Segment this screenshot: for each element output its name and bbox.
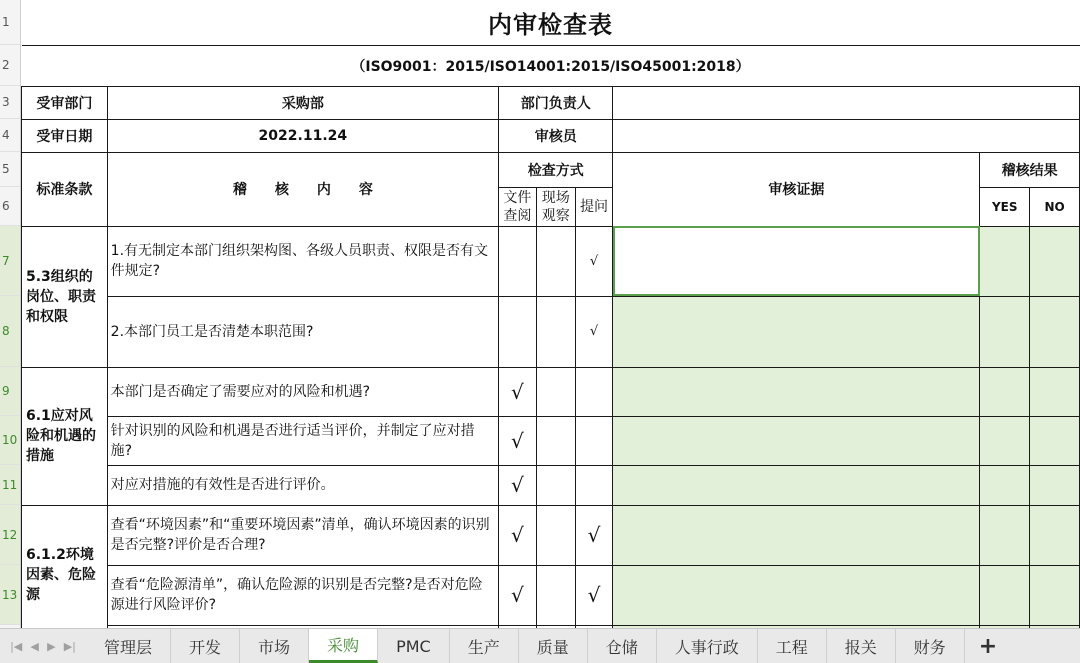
sheet-tab-customs[interactable]: 报关 <box>827 629 896 663</box>
method-doc-header[interactable]: 文件查阅 <box>499 187 537 226</box>
auditor-value-cell[interactable] <box>613 119 1080 152</box>
yes-cell[interactable] <box>980 565 1030 625</box>
table-row <box>22 296 1080 367</box>
ask-check-cell[interactable]: √ <box>575 226 613 296</box>
clause-cell[interactable]: 6.1.2环境因素、危险源 <box>22 505 108 628</box>
obs-check-cell[interactable] <box>536 367 575 416</box>
row-header-column <box>0 0 21 628</box>
ask-check-cell[interactable]: √ <box>575 565 613 625</box>
row-number[interactable]: 6 <box>0 187 20 226</box>
obs-check-cell[interactable] <box>536 296 575 367</box>
evidence-cell[interactable] <box>613 565 980 625</box>
ask-check-cell[interactable] <box>575 416 613 465</box>
table-row <box>22 465 1080 505</box>
no-cell[interactable] <box>1030 296 1080 367</box>
doc-check-cell[interactable]: √ <box>499 465 537 505</box>
doc-check-cell[interactable] <box>499 226 537 296</box>
content-cell[interactable]: 查看“环境因素”和“重要环境因素”清单，确认环境因素的识别是否完整?评价是否合理? <box>107 505 498 565</box>
ask-check-cell[interactable]: √ <box>575 296 613 367</box>
sheet-tab-development[interactable]: 开发 <box>171 629 240 663</box>
clause-cell[interactable]: 5.3组织的岗位、职责和权限 <box>22 226 108 367</box>
date-label[interactable]: 受审日期 <box>22 119 108 152</box>
no-cell[interactable] <box>1030 226 1080 296</box>
last-sheet-icon[interactable]: ▶| <box>63 639 76 653</box>
standard-subtitle[interactable]: （ISO9001：2015/ISO14001:2015/ISO45001:2018） <box>22 45 1080 86</box>
row-number[interactable]: 3 <box>0 86 20 119</box>
doc-check-cell[interactable]: √ <box>499 416 537 465</box>
ask-check-cell[interactable] <box>575 367 613 416</box>
row-number[interactable]: 8 <box>0 296 20 367</box>
content-cell[interactable]: 针对识别的风险和机遇是否进行适当评价，并制定了应对措施? <box>107 416 498 465</box>
doc-check-cell[interactable]: √ <box>499 565 537 625</box>
row-number[interactable]: 11 <box>0 465 20 505</box>
clause-header[interactable]: 标准条款 <box>22 152 108 226</box>
audit-checklist-table <box>21 0 1080 628</box>
sheet-tab-management[interactable]: 管理层 <box>86 629 171 663</box>
yes-cell[interactable] <box>980 367 1030 416</box>
method-ask-header[interactable]: 提问 <box>575 187 613 226</box>
page-title[interactable]: 内审检查表 <box>488 10 613 39</box>
dept-label[interactable]: 受审部门 <box>22 86 108 119</box>
no-cell[interactable] <box>1030 465 1080 505</box>
ask-check-cell[interactable] <box>575 465 613 505</box>
row-number[interactable]: 2 <box>0 45 20 86</box>
sheet-tab-purchasing[interactable]: 采购 <box>309 629 378 663</box>
manager-value-cell[interactable] <box>613 86 1080 119</box>
doc-check-cell[interactable] <box>499 296 537 367</box>
table-row <box>22 416 1080 465</box>
sheet-tab-market[interactable]: 市场 <box>240 629 309 663</box>
table-row <box>22 226 1080 296</box>
row-number[interactable]: 4 <box>0 119 20 152</box>
obs-check-cell[interactable] <box>536 416 575 465</box>
content-cell[interactable]: 2.本部门员工是否清楚本职范围? <box>107 296 498 367</box>
row-number[interactable]: 5 <box>0 152 20 187</box>
obs-check-cell[interactable] <box>536 226 575 296</box>
row-number[interactable]: 12 <box>0 505 20 565</box>
dept-value[interactable]: 采购部 <box>107 86 498 119</box>
doc-check-cell[interactable]: √ <box>499 505 537 565</box>
table-row <box>22 565 1080 625</box>
sheet-tab-hr-admin[interactable]: 人事行政 <box>657 629 758 663</box>
date-value[interactable]: 2022.11.24 <box>107 119 498 152</box>
content-cell[interactable]: 对应对措施的有效性是否进行评价。 <box>107 465 498 505</box>
no-cell[interactable] <box>1030 505 1080 565</box>
evidence-cell[interactable] <box>613 416 980 465</box>
clause-cell[interactable]: 6.1应对风险和机遇的措施 <box>22 367 108 505</box>
table-row <box>22 367 1080 416</box>
row-number[interactable]: 1 <box>0 0 20 45</box>
evidence-cell-active[interactable] <box>613 226 980 296</box>
no-cell[interactable] <box>1030 565 1080 625</box>
no-cell[interactable] <box>1030 416 1080 465</box>
sheet-tab-bar <box>0 628 1080 663</box>
yes-cell[interactable] <box>980 505 1030 565</box>
evidence-cell[interactable] <box>613 367 980 416</box>
no-cell[interactable] <box>1030 367 1080 416</box>
evidence-cell[interactable] <box>613 465 980 505</box>
row-number[interactable]: 9 <box>0 367 20 416</box>
content-cell[interactable]: 本部门是否确定了需要应对的风险和机遇? <box>107 367 498 416</box>
method-header[interactable]: 检查方式 <box>499 152 613 187</box>
next-sheet-icon[interactable]: ▶ <box>47 639 56 653</box>
evidence-cell[interactable] <box>613 296 980 367</box>
row-number[interactable]: 10 <box>0 416 20 465</box>
table-row <box>22 505 1080 565</box>
sheet-tab-finance[interactable]: 财务 <box>896 629 965 663</box>
yes-cell[interactable] <box>980 226 1030 296</box>
evidence-cell[interactable] <box>613 505 980 565</box>
manager-label[interactable]: 部门负责人 <box>499 86 613 119</box>
auditor-label[interactable]: 审核员 <box>499 119 613 152</box>
content-header[interactable]: 稽 核 内 容 <box>107 152 498 226</box>
yes-cell[interactable] <box>980 465 1030 505</box>
prev-sheet-icon[interactable]: ◀ <box>30 639 39 653</box>
content-cell[interactable]: 查看“危险源清单”，确认危险源的识别是否完整?是否对危险源进行风险评价? <box>107 565 498 625</box>
yes-cell[interactable] <box>980 296 1030 367</box>
first-sheet-icon[interactable]: |◀ <box>10 639 23 653</box>
add-sheet-button[interactable]: + <box>978 633 998 659</box>
result-header[interactable]: 稽核结果 <box>980 152 1080 187</box>
ask-check-cell[interactable]: √ <box>575 505 613 565</box>
tab-scroll-controls <box>0 629 86 663</box>
sheet-tab-warehouse[interactable]: 仓储 <box>588 629 657 663</box>
row-number[interactable]: 13 <box>0 565 20 625</box>
sheet-tab-production[interactable]: 生产 <box>450 629 519 663</box>
doc-check-cell[interactable]: √ <box>499 367 537 416</box>
content-cell[interactable]: 1.有无制定本部门组织架构图、各级人员职责、权限是否有文件规定? <box>107 226 498 296</box>
row-number[interactable]: 7 <box>0 226 20 296</box>
obs-check-cell[interactable] <box>536 565 575 625</box>
evidence-header[interactable]: 审核证据 <box>613 152 980 226</box>
method-obs-header[interactable]: 现场观察 <box>536 187 575 226</box>
yes-header[interactable]: YES <box>980 187 1030 226</box>
sheet-tab-quality[interactable]: 质量 <box>519 629 588 663</box>
sheet-tab-pmc[interactable]: PMC <box>378 629 450 663</box>
obs-check-cell[interactable] <box>536 465 575 505</box>
spreadsheet-grid <box>21 0 1080 628</box>
no-header[interactable]: NO <box>1030 187 1080 226</box>
sheet-tab-engineering[interactable]: 工程 <box>758 629 827 663</box>
yes-cell[interactable] <box>980 416 1030 465</box>
obs-check-cell[interactable] <box>536 505 575 565</box>
